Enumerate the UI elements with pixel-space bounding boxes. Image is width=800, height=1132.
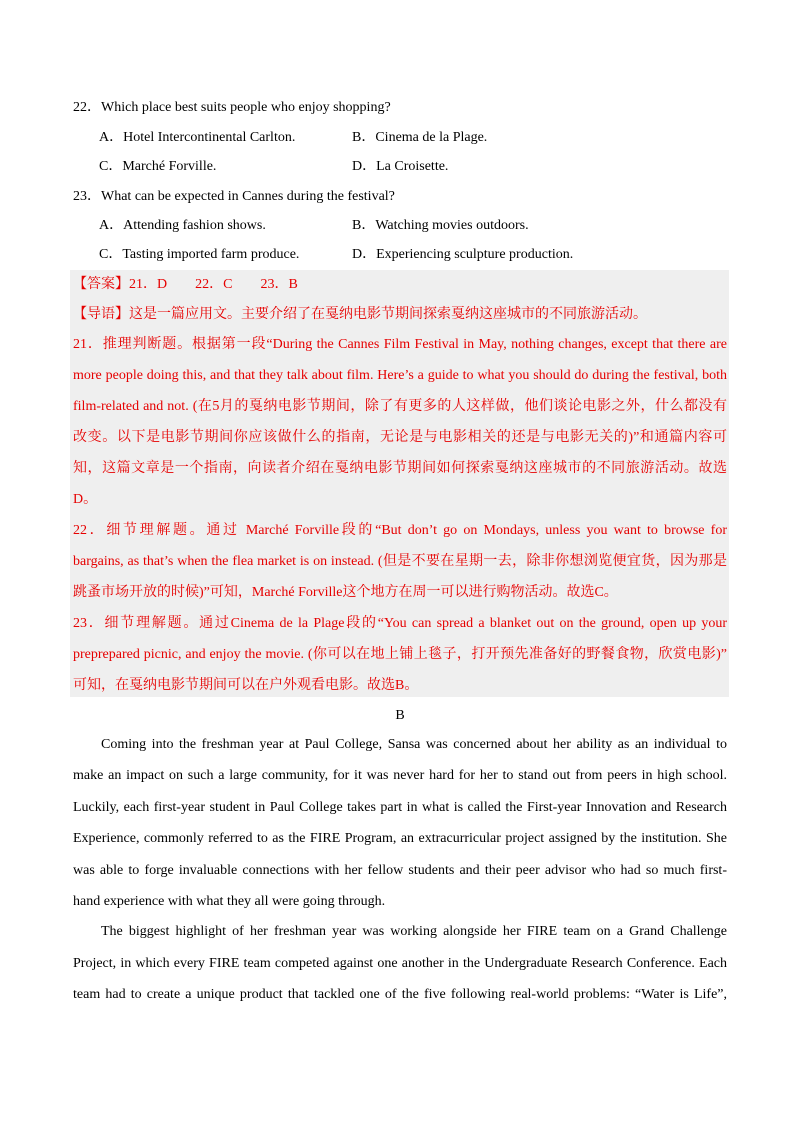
answer-explanation-line: 可知，在戛纳电影节期间可以在户外观看电影。故选B。 <box>73 678 419 693</box>
answer-explanation-line: more people doing this, and that they talk about film. Here’s a guide to what you should do during the festival, both <box>73 368 727 383</box>
passage-line: Project, in which every FIRE team competed against one another in the Undergraduate Research Conference. Each <box>73 956 727 971</box>
answer-explanation-line: 改变。以下是电影节期间你应该做什么的指南，无论是与电影相关的还是与电影无关的)”和通篇内容可 <box>73 430 727 445</box>
passage-line: Coming into the freshman year at Paul College, Sansa was concerned about her ability as an individual to <box>101 737 727 752</box>
section-label: B <box>395 708 405 723</box>
answer-intro-line: 【导语】这是一篇应用文。主要介绍了在戛纳电影节期间探索戛纳这座城市的不同旅游活动。 <box>73 307 647 322</box>
question-23-option-d: D．Experiencing sculpture production. <box>352 247 574 262</box>
answer-explanation-line: 21．推理判断题。根据第一段“During the Cannes Film Festival in May, nothing changes, except that there are <box>73 337 727 352</box>
passage-line: Experience, commonly referred to as the FIRE Program, an extracurricular project assigned by the institution. She <box>73 831 727 846</box>
answer-explanation-line: 知，这篇文章是一个指南，向读者介绍在戛纳电影节期间如何探索戛纳这座城市的不同旅游活动。故选 <box>73 461 727 476</box>
passage-line: Luckily, each first-year student in Paul College takes part in what is called the First-year Innovation and Research <box>73 800 727 815</box>
question-22-option-c: C．Marché Forville. <box>99 159 217 174</box>
question-23-option-c: C．Tasting imported farm produce. <box>99 247 300 262</box>
answer-explanation-line: D。 <box>73 492 98 507</box>
answer-explanation-line: film-related and not. (在5月的戛纳电影节期间，除了有更多的人这样做，他们谈论电影之外，什么都没有 <box>73 399 727 414</box>
answer-explanation-line: bargains, as that’s when the flea market is on instead. (但是不要在星期一去，除非你想浏览便宜货，因为那是 <box>73 554 727 569</box>
question-22-option-d: D．La Croisette. <box>352 159 449 174</box>
answer-key-line: 【答案】21．D 22．C 23．B <box>73 277 298 292</box>
answer-explanation-line: 23．细节理解题。通过Cinema de la Plage段的“You can spread a blanket out on the ground, open up your <box>73 616 727 631</box>
passage-line: make an impact on such a large community, for it was never hard for her to stand out from peers in high school. <box>73 768 727 783</box>
answer-explanation-line: preprepared picnic, and enjoy the movie. (你可以在地上铺上毯子，打开预先准备好的野餐食物，欣赏电影)” <box>73 647 727 662</box>
question-23-stem: 23．What can be expected in Cannes during the festival? <box>73 189 395 204</box>
answer-explanation-line: 22．细节理解题。通过 Marché Forville段的“But don’t go on Mondays, unless you want to browse for <box>73 523 727 538</box>
question-23-option-a: A．Attending fashion shows. <box>99 218 266 233</box>
passage-line: hand experience with what they all were going through. <box>73 894 386 909</box>
passage-line: team had to create a unique product that tackled one of the five following real-world problems: “Water is Life”, <box>73 987 727 1002</box>
question-22-option-b: B．Cinema de la Plage. <box>352 130 488 145</box>
question-23-option-b: B．Watching movies outdoors. <box>352 218 529 233</box>
answer-explanation-line: 跳蚤市场开放的时候)”可知，Marché Forville这个地方在周一可以进行购物活动。故选C。 <box>73 585 618 600</box>
passage-line: The biggest highlight of her freshman year was working alongside her FIRE team on a Grand Challenge <box>101 924 727 939</box>
passage-line: was able to forge invaluable connections with her fellow students and their peer advisor who had so much first- <box>73 863 727 878</box>
question-22-stem: 22．Which place best suits people who enjoy shopping? <box>73 100 391 115</box>
question-22-option-a: A．Hotel Intercontinental Carlton. <box>99 130 296 145</box>
